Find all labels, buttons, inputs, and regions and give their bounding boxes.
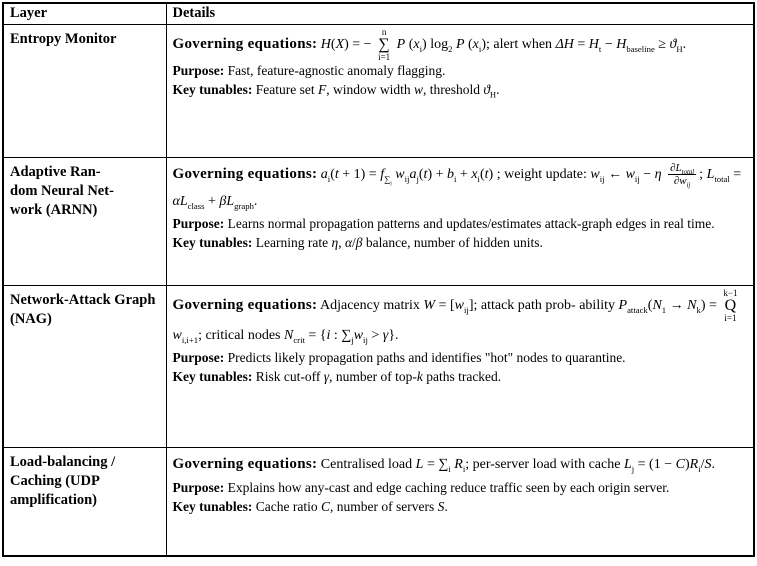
column-header-details: Details [166,3,754,25]
details-cell [166,448,754,556]
layer-name: Network-Attack Graph (NAG) [10,292,156,327]
equation-text: $a_i(t + 1) = f_{\sum_j}$ $w_{ij}a_j(t) + b_i + x_i(t)$ ; weight update: $w_{ij}$ ← $w_{ij} - \eta$ $\frac{\partial L_{total}}{\partial w_{ij}}$ ; $L_{total} = \alpha L_{class} + \beta L_{graph}$. [172,161,742,211]
governing-equations [173,28,747,62]
details-cell [166,25,754,158]
layer-cell [3,286,166,448]
table-row-entropy-monitor [3,25,754,158]
purpose [173,479,747,498]
purpose-text: Predicts likely propagation paths and identifies "hot" nodes to quarantine. [227,349,626,365]
tunables-text: Risk cut-off γ, number of top-k paths tracked. [255,368,502,384]
header-row [3,3,754,25]
governing-label: Governing equations: [172,166,318,182]
governing-equations [173,451,747,479]
layer-cell [3,448,166,556]
purpose-text: Explains how any-cast and edge caching reduce traffic seen by each origin server. [227,479,670,495]
layer-name: Adaptive Ran- dom Neural Net- work (ARNN) [10,164,114,218]
purpose-label: Purpose: [172,63,225,78]
layer-name: Entropy Monitor [10,31,117,47]
layer-cell [3,25,166,158]
purpose [173,62,747,81]
table-row-arnn [3,158,754,286]
details-cell [166,158,754,286]
tunables-text: Feature set F, window width w, threshold $ϑ_H$. [255,81,500,100]
table-row-nag [3,286,754,448]
layers-details-table [2,2,755,557]
governing-label: Governing equations: [172,456,318,472]
purpose [173,215,747,234]
tunables-text: Learning rate η, α/β balance, number of hidden units. [255,234,543,250]
key-tunables [173,234,747,253]
details-cell [166,286,754,448]
purpose-label: Purpose: [172,349,225,365]
column-header-layer: Layer [3,3,166,25]
equation-text: Adjacency matrix $W = [w_{ij}]$; attack path prob- ability $P_{attack}(N_1 \to N_k)$ = k−1 Q i=1 $w_{i,i+1}$; critical nodes $N_{crit} = \{i$ : $\sum_jw_{ij} > \gamma$}. [172,288,738,345]
purpose-text: Learns normal propagation patterns and updates/estimates attack-graph edges in real time. [227,215,715,231]
tunables-label: Key tunables: [172,498,253,514]
layer-cell [3,158,166,286]
governing-equations [173,161,747,215]
key-tunables [173,498,747,517]
governing-equations [173,289,747,349]
purpose-label: Purpose: [172,215,225,231]
tunables-label: Key tunables: [172,234,253,250]
key-tunables [173,81,747,100]
purpose-text: Fast, feature-agnostic anomaly flagging. [227,63,446,78]
tunables-text: Cache ratio C, number of servers S. [255,498,448,514]
purpose [173,349,747,368]
purpose-label: Purpose: [172,479,225,495]
key-tunables [173,368,747,387]
table-row-load-balancing [3,448,754,556]
equation-text: H(X) = − n ∑ i=1 P $(x_i)$ $\log_2 P$ $(x_i)$; alert when $\Delta H = H_t - H_{baseline} \ge ϑ_H$. [320,27,687,62]
layer-name: Load-balancing / Caching (UDP amplification) [10,454,116,508]
equation-text: Centralised load $L = \sum_i$ $R_i$; per-server load with cache $L_j = (1 - C)R_i/S$. [320,457,715,474]
governing-label: Governing equations: [172,297,318,314]
governing-label: Governing equations: [172,36,318,53]
tunables-label: Key tunables: [172,368,253,384]
tunables-label: Key tunables: [172,81,253,97]
